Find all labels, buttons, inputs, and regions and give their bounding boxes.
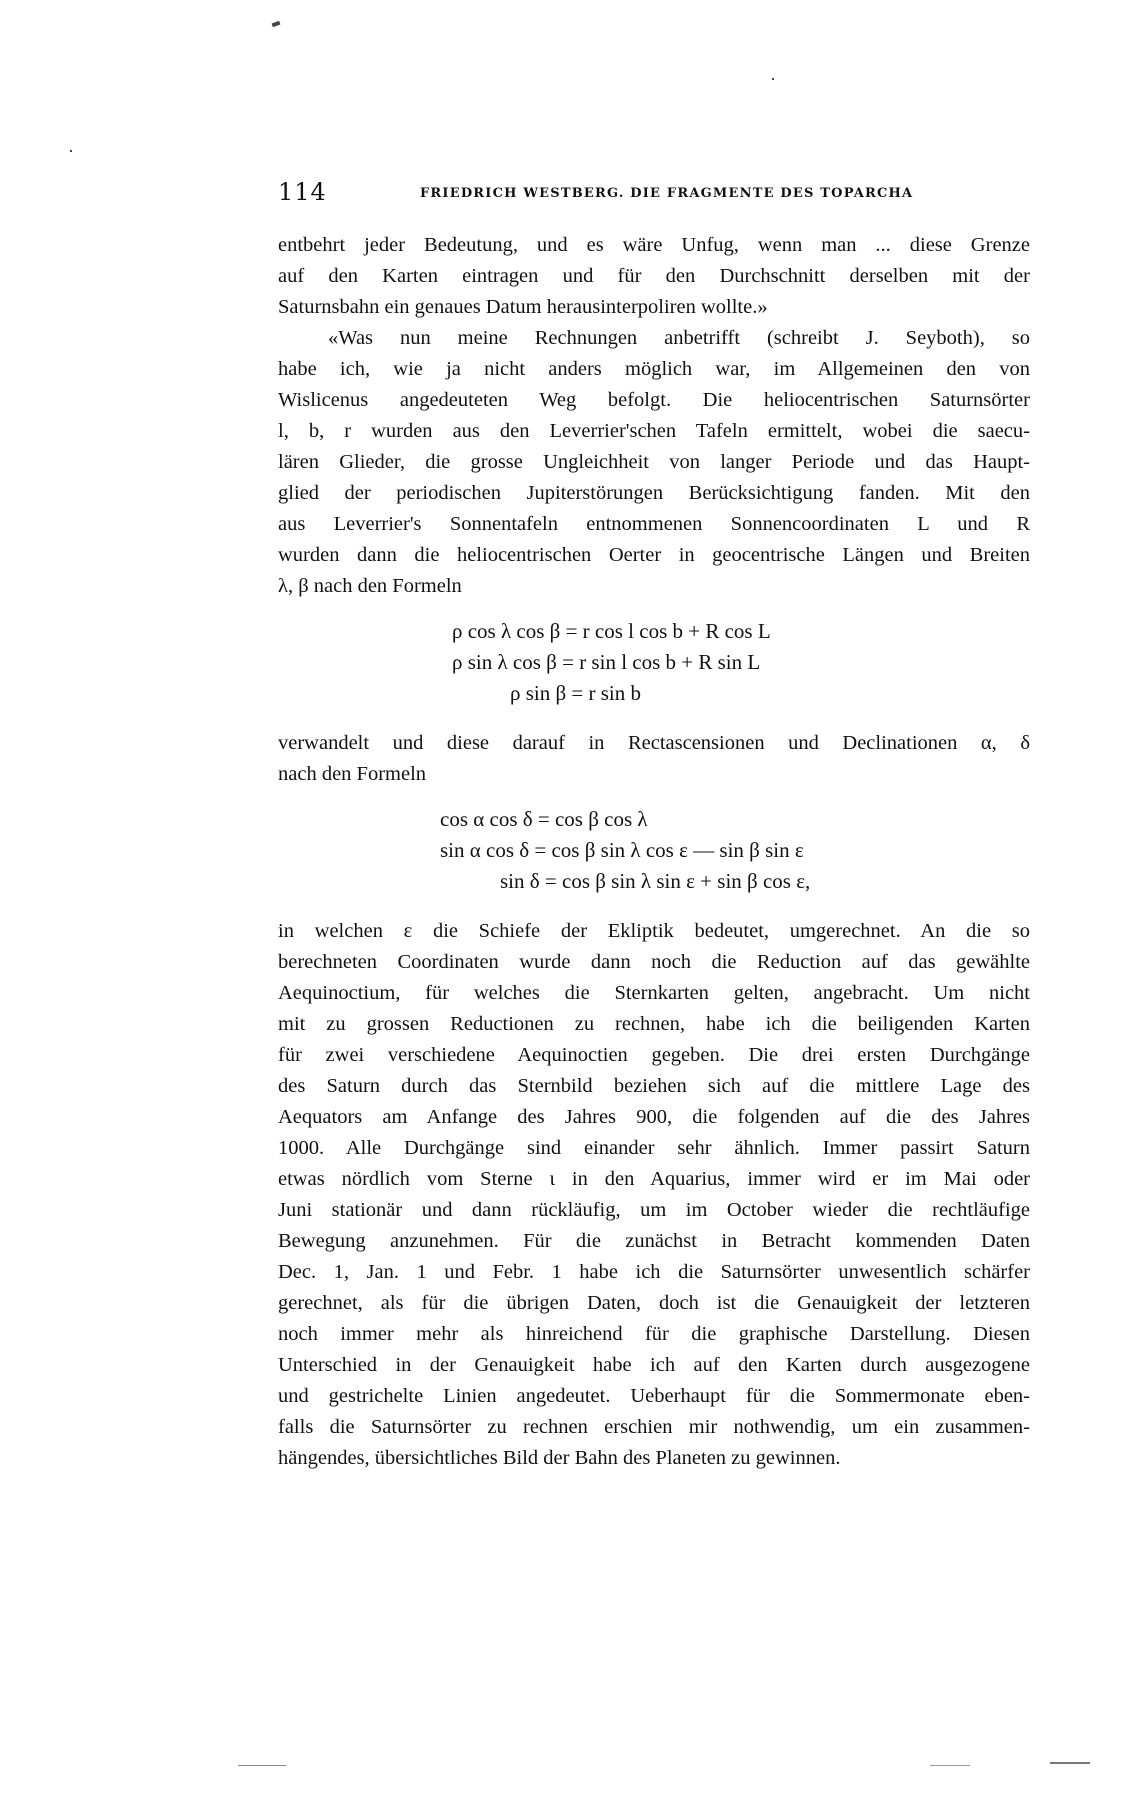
text-line: berechneten Coordinaten wurde dann noch die Reduction auf das gewählte [278, 951, 1030, 973]
text-line: nach den Formeln [278, 763, 427, 785]
formula-line: cos α cos δ = cos β cos λ [440, 807, 648, 831]
formula-line: ρ sin β = r sin b [510, 681, 642, 705]
page-header [278, 178, 1038, 212]
text-line: des Saturn durch das Sternbild beziehen sich auf die mittlere Lage des [278, 1075, 1030, 1097]
text-line: aus Leverrier's Sonnentafeln entnommenen Sonnencoordinaten L und R [278, 513, 1030, 535]
paragraph-block-2 [278, 728, 1030, 790]
text-line: auf den Karten eintragen und für den Durchschnitt derselben mit der [278, 265, 1030, 287]
text-line: Unterschied in der Genauigkeit habe ich auf den Karten durch ausgezogene [278, 1354, 1030, 1376]
formula-line: ρ sin λ cos β = r sin l cos b + R sin L [452, 650, 761, 674]
text-line: glied der periodischen Jupiterstörungen Berücksichtigung fanden. Mit den [278, 482, 1030, 504]
text-line: verwandelt und diese darauf in Rectascensionen und Declinationen α, δ [278, 732, 1030, 754]
text-line: lären Glieder, die grosse Ungleichheit von langer Periode und das Haupt- [278, 451, 1030, 473]
paragraph-block-3 [278, 916, 1030, 1474]
text-line: λ, β nach den Formeln [278, 575, 462, 597]
text-line: 1000. Alle Durchgänge sind einander sehr ähnlich. Immer passirt Saturn [278, 1137, 1030, 1159]
running-head: FRIEDRICH WESTBERG. DIE FRAGMENTE DES TOPARCHA [420, 186, 914, 201]
scan-speck [272, 21, 281, 27]
text-line: Wislicenus angedeuteten Weg befolgt. Die heliocentrischen Saturnsörter [278, 389, 1030, 411]
text-line: l, b, r wurden aus den Leverrier'schen Tafeln ermittelt, wobei die saecu- [278, 420, 1030, 442]
text-line: Juni stationär und dann rückläufig, um im October wieder die rechtläufige [278, 1199, 1030, 1221]
text-line: noch immer mehr als hinreichend für die graphische Darstellung. Diesen [278, 1323, 1030, 1345]
text-line: Saturnsbahn ein genaues Datum herausinterpoliren wollte.» [278, 296, 768, 318]
text-line: Dec. 1, Jan. 1 und Febr. 1 habe ich die Saturnsörter unwesentlich schärfer [278, 1261, 1030, 1283]
scan-edge-line [238, 1765, 286, 1766]
page-number: 114 [278, 178, 327, 206]
scan-speck [70, 150, 72, 152]
text-line: Aequinoctium, für welches die Sternkarten gelten, angebracht. Um nicht [278, 982, 1030, 1004]
text-line: etwas nördlich vom Sterne ι in den Aquarius, immer wird er im Mai oder [278, 1168, 1030, 1190]
text-line: hängendes, übersichtliches Bild der Bahn des Planeten zu gewinnen. [278, 1447, 841, 1469]
text-line: gerechnet, als für die übrigen Daten, doch ist die Genauigkeit der letzteren [278, 1292, 1030, 1314]
scan-speck [772, 78, 774, 80]
text-line: in welchen ε die Schiefe der Ekliptik bedeutet, umgerechnet. An die so [278, 920, 1030, 942]
text-line: für zwei verschiedene Aequinoctien gegeben. Die drei ersten Durchgänge [278, 1044, 1030, 1066]
text-line: wurden dann die heliocentrischen Oerter in geocentrische Längen und Breiten [278, 544, 1030, 566]
formula-line: sin α cos δ = cos β sin λ cos ε — sin β sin ε [440, 838, 804, 862]
text-line: falls die Saturnsörter zu rechnen erschien mir nothwendig, um ein zusammen- [278, 1416, 1030, 1438]
text-line: entbehrt jeder Bedeutung, und es wäre Unfug, wenn man ... diese Grenze [278, 234, 1030, 256]
text-line: mit zu grossen Reductionen zu rechnen, habe ich die beiligenden Karten [278, 1013, 1030, 1035]
text-line: Aequators am Anfange des Jahres 900, die folgenden auf die des Jahres [278, 1106, 1030, 1128]
text-line: Bewegung anzunehmen. Für die zunächst in Betracht kommenden Daten [278, 1230, 1030, 1252]
text-line: «Was nun meine Rechnungen anbetrifft (schreibt J. Seyboth), so [328, 327, 1030, 349]
text-line: und gestrichelte Linien angedeutet. Ueberhaupt für die Sommermonate eben- [278, 1385, 1030, 1407]
text-line: habe ich, wie ja nicht anders möglich war, im Allgemeinen den von [278, 358, 1030, 380]
scan-edge-line [1050, 1762, 1090, 1764]
paragraph-block-1 [278, 230, 1030, 602]
formula-line: ρ cos λ cos β = r cos l cos b + R cos L [452, 619, 771, 643]
scan-edge-line [930, 1765, 970, 1766]
formula-line: sin δ = cos β sin λ sin ε + sin β cos ε, [500, 869, 811, 893]
